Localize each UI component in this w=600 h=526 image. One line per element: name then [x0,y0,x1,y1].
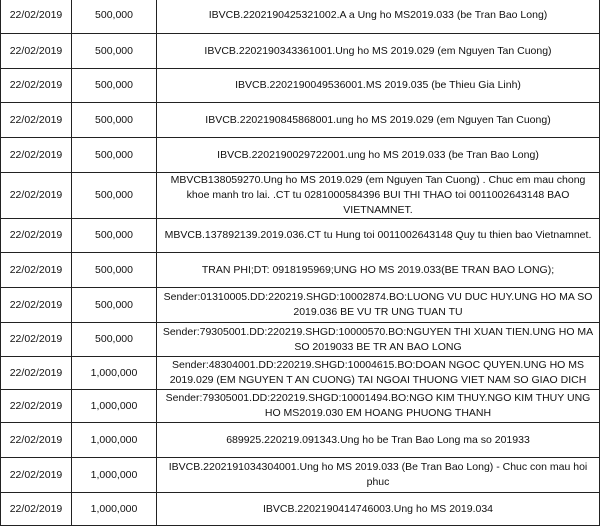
description-cell: IBVCB.2202190414746003.Ung ho MS 2019.034 [157,493,600,526]
date-cell: 22/02/2019 [1,138,72,173]
table-row [1,138,600,173]
amount-cell: 1,000,000 [72,423,157,458]
table-row [1,69,600,103]
date-cell: 22/02/2019 [1,357,72,390]
date-cell: 22/02/2019 [1,34,72,69]
description-cell: IBVCB.2202190845868001.ung ho MS 2019.029 (em Nguyen Tan Cuong) [157,103,600,138]
amount-cell: 500,000 [72,103,157,138]
table-row [1,288,600,323]
table-row [1,493,600,526]
amount-cell: 500,000 [72,0,157,34]
amount-cell: 500,000 [72,173,157,219]
description-cell: 689925.220219.091343.Ung ho be Tran Bao Long ma so 201933 [157,423,600,458]
description-cell: TRAN PHI;DT: 0918195969;UNG HO MS 2019.033(BE TRAN BAO LONG); [157,253,600,288]
description-cell: IBVCB.2202191034304001.Ung ho MS 2019.033 (Be Tran Bao Long) - Chuc con mau hoi phuc [157,458,600,493]
amount-cell: 500,000 [72,219,157,253]
description-cell: Sender:79305001.DD:220219.SHGD:10000570.BO:NGUYEN THI XUAN TIEN.UNG HO MA SO 2019033 BE TR AN BAO LONG [157,323,600,357]
table-row [1,390,600,423]
table-row [1,103,600,138]
amount-cell: 500,000 [72,138,157,173]
amount-cell: 500,000 [72,288,157,323]
date-cell: 22/02/2019 [1,423,72,458]
amount-cell: 500,000 [72,69,157,103]
description-cell: MBVCB138059270.Ung ho MS 2019.029 (em Nguyen Tan Cuong) . Chuc em mau chong khoe manh tro lai. .CT tu 0281000584396 BUI THI THAO toi 0011002643148 BAO VIETNAMNET. [157,173,600,219]
table-row [1,0,600,34]
amount-cell: 500,000 [72,323,157,357]
table-row [1,219,600,253]
date-cell: 22/02/2019 [1,390,72,423]
description-cell: IBVCB.2202190343361001.Ung ho MS 2019.029 (em Nguyen Tan Cuong) [157,34,600,69]
description-cell: IBVCB.2202190425321002.A a Ung ho MS2019.033 (be Tran Bao Long) [157,0,600,34]
table-row [1,357,600,390]
amount-cell: 1,000,000 [72,493,157,526]
date-cell: 22/02/2019 [1,0,72,34]
description-cell: IBVCB.2202190049536001.MS 2019.035 (be Thieu Gia Linh) [157,69,600,103]
date-cell: 22/02/2019 [1,219,72,253]
date-cell: 22/02/2019 [1,253,72,288]
table-body [1,0,600,526]
table-row [1,253,600,288]
date-cell: 22/02/2019 [1,493,72,526]
description-cell: Sender:48304001.DD:220219.SHGD:10004615.BO:DOAN NGOC QUYEN.UNG HO MS 2019.029 (EM NGUYEN T AN CUONG) TAI NGOAI THUONG VIET NAM SO GIAO DICH [157,357,600,390]
description-cell: Sender:79305001.DD:220219.SHGD:10001494.BO:NGO KIM THUY.NGO KIM THUY UNG HO MS2019.030 EM HOANG PHUONG THANH [157,390,600,423]
amount-cell: 1,000,000 [72,357,157,390]
date-cell: 22/02/2019 [1,458,72,493]
table-row [1,323,600,357]
date-cell: 22/02/2019 [1,288,72,323]
amount-cell: 500,000 [72,34,157,69]
description-cell: Sender:01310005.DD:220219.SHGD:10002874.BO:LUONG VU DUC HUY.UNG HO MA SO 2019.036 BE VU TR UNG TUAN TU [157,288,600,323]
date-cell: 22/02/2019 [1,173,72,219]
description-cell: IBVCB.2202190029722001.ung ho MS 2019.033 (be Tran Bao Long) [157,138,600,173]
table-row [1,173,600,219]
amount-cell: 1,000,000 [72,458,157,493]
date-cell: 22/02/2019 [1,323,72,357]
amount-cell: 1,000,000 [72,390,157,423]
date-cell: 22/02/2019 [1,69,72,103]
description-cell: MBVCB.137892139.2019.036.CT tu Hung toi 0011002643148 Quy tu thien bao Vietnamnet. [157,219,600,253]
table-row [1,423,600,458]
table-row [1,458,600,493]
amount-cell: 500,000 [72,253,157,288]
table-row [1,34,600,69]
date-cell: 22/02/2019 [1,103,72,138]
